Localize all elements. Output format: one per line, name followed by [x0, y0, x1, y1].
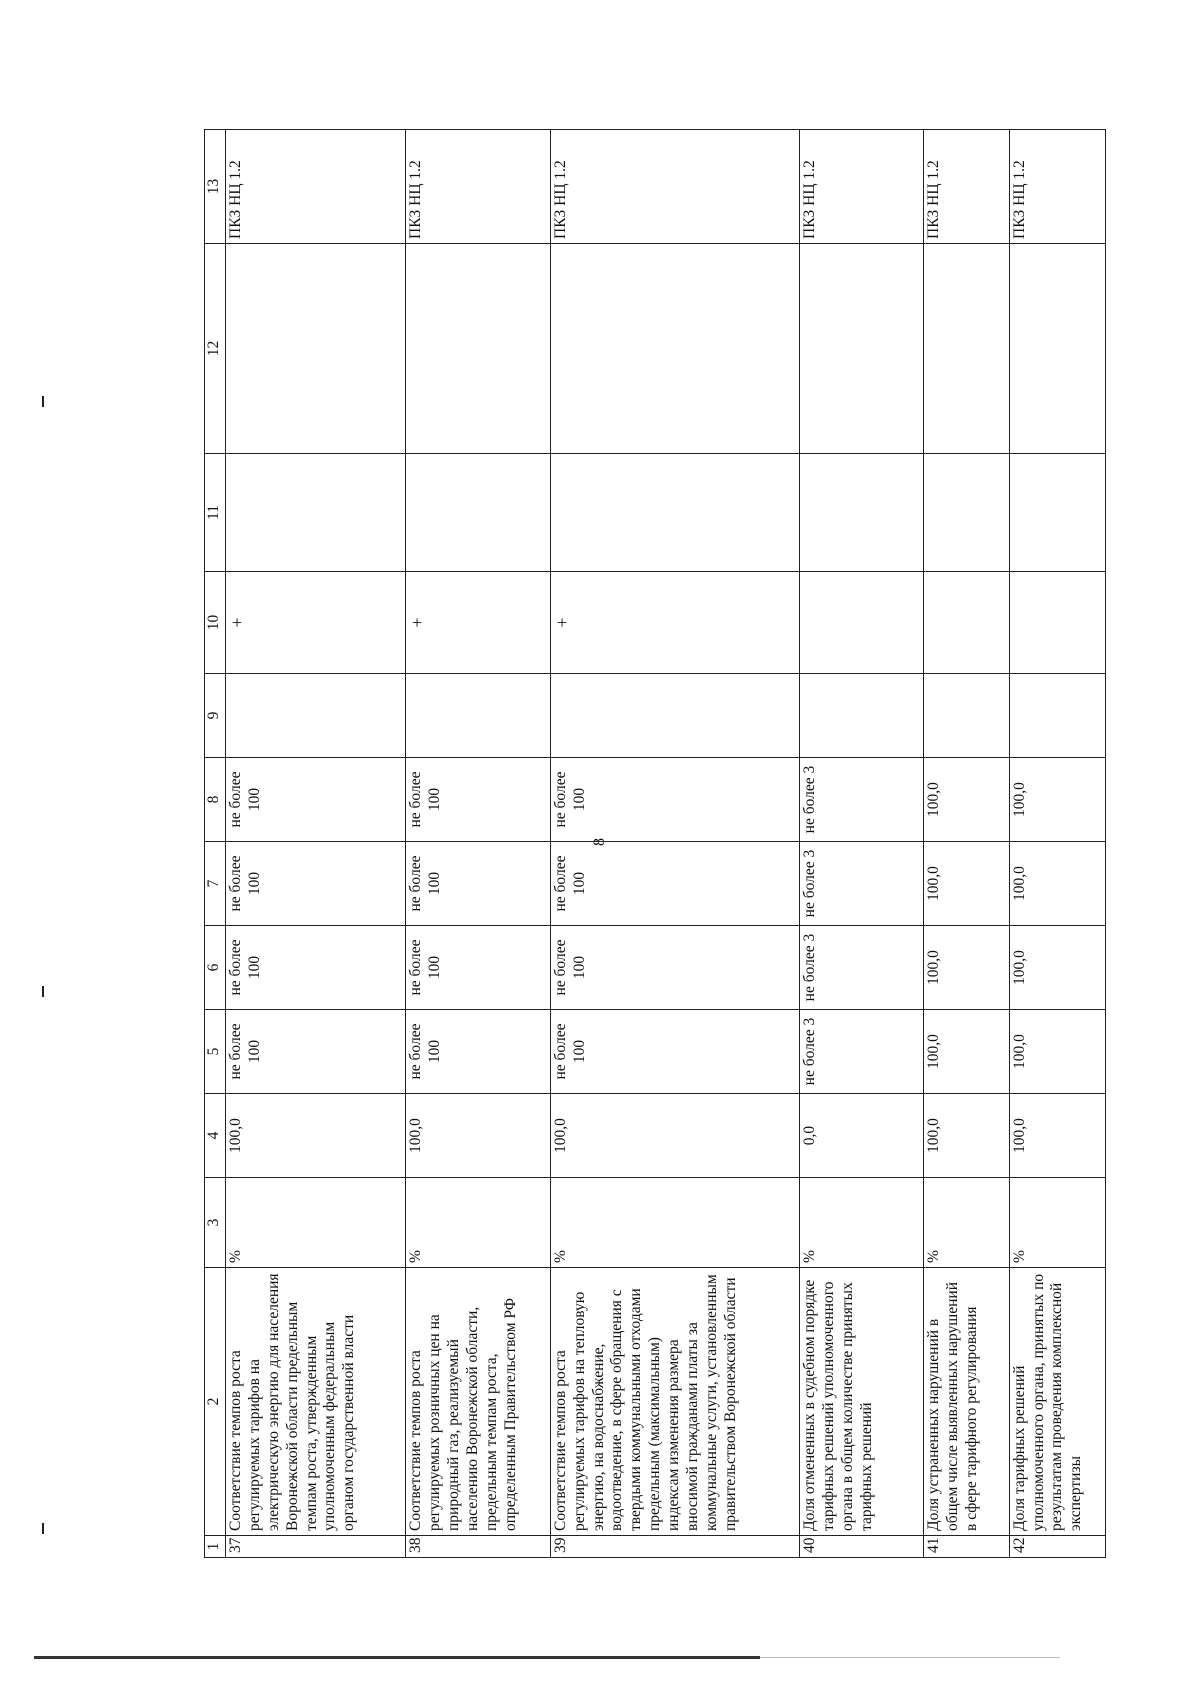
value-cell — [225, 244, 405, 454]
value-cell: не более 100 — [225, 758, 405, 842]
indicator-name: Доля устраненных нарушений в общем числе выявленных нарушений в сфере тарифного регулирования — [923, 1268, 1009, 1536]
value-cell: 100,0 — [923, 1010, 1009, 1094]
value-cell: не более 100 — [550, 758, 799, 842]
program-code-cell: ПКЗ НЦ 1.2 — [225, 130, 405, 244]
row-number: 42 — [1009, 1536, 1105, 1558]
value-cell — [1009, 674, 1105, 758]
column-number-cell: 1 — [205, 1536, 226, 1558]
plus-mark-cell: + — [225, 572, 405, 674]
indicators-table — [204, 129, 1106, 1558]
value-cell: 100,0 — [225, 1094, 405, 1178]
column-number-cell: 8 — [205, 758, 226, 842]
value-cell — [550, 244, 799, 454]
value-cell: 100,0 — [1009, 842, 1105, 926]
table-row — [550, 130, 799, 1558]
value-cell: не более 100 — [225, 842, 405, 926]
program-code-cell: ПКЗ НЦ 1.2 — [550, 130, 799, 244]
binding-tick-mark — [42, 986, 44, 997]
value-cell: 100,0 — [923, 758, 1009, 842]
scan-bottom-rule — [34, 1656, 760, 1659]
column-number-cell: 6 — [205, 926, 226, 1010]
page-number: 8 — [591, 838, 608, 846]
value-cell — [225, 454, 405, 572]
unit-cell: % — [550, 1178, 799, 1268]
program-code-cell: ПКЗ НЦ 1.2 — [406, 130, 551, 244]
indicator-name: Соответствие темпов роста регулируемых розничных цен на природный газ, реализуемый населению Воронежской области, предельным темпам роста, определенным Правительством РФ — [406, 1268, 551, 1536]
value-cell — [800, 244, 924, 454]
program-code-cell: ПКЗ НЦ 1.2 — [1009, 130, 1105, 244]
unit-cell: % — [923, 1178, 1009, 1268]
unit-cell: % — [406, 1178, 551, 1268]
column-number-cell: 7 — [205, 842, 226, 926]
value-cell — [406, 454, 551, 572]
column-number-cell: 2 — [205, 1268, 226, 1536]
value-cell: 100,0 — [1009, 1010, 1105, 1094]
unit-cell: % — [1009, 1178, 1105, 1268]
table-row — [406, 130, 551, 1558]
column-number-cell: 12 — [205, 244, 226, 454]
column-number-cell: 3 — [205, 1178, 226, 1268]
value-cell: 100,0 — [923, 1094, 1009, 1178]
column-number-cell: 5 — [205, 1010, 226, 1094]
value-cell — [406, 674, 551, 758]
value-cell — [550, 674, 799, 758]
column-number-cell: 4 — [205, 1094, 226, 1178]
indicator-name: Соответствие темпов роста регулируемых тарифов на тепловую энергию, на водоснабжение, водоотведение, в сфере обращения с твердыми коммунальными отходами предельным (максимальным) индексам изменения размера вносимой гражданами платы за коммунальные услуги, установленным правительством Воронежской области — [550, 1268, 799, 1536]
column-number-row — [205, 130, 226, 1558]
value-cell: не более 100 — [406, 1010, 551, 1094]
value-cell: 100,0 — [1009, 758, 1105, 842]
value-cell: не более 100 — [225, 1010, 405, 1094]
table-row — [225, 130, 405, 1558]
value-cell — [800, 454, 924, 572]
value-cell — [225, 674, 405, 758]
binding-tick-mark — [42, 396, 44, 407]
table-row — [800, 130, 924, 1558]
value-cell: 100,0 — [923, 926, 1009, 1010]
value-cell: не более 100 — [225, 926, 405, 1010]
row-number: 40 — [800, 1536, 924, 1558]
value-cell — [406, 244, 551, 454]
column-number-cell: 13 — [205, 130, 226, 244]
value-cell — [550, 454, 799, 572]
indicator-name: Доля тарифных решений уполномоченного органа, принятых по результатам проведения комплексной экспертизы — [1009, 1268, 1105, 1536]
indicator-name: Соответствие темпов роста регулируемых тарифов на электрическую энергию для населения Воронежской области предельным темпам роста, утвержденным уполномоченным федеральным органом государственной власти — [225, 1268, 405, 1536]
value-cell — [1009, 454, 1105, 572]
value-cell — [1009, 244, 1105, 454]
value-cell: не более 3 — [800, 842, 924, 926]
plus-mark-cell — [800, 572, 924, 674]
value-cell: 100,0 — [1009, 926, 1105, 1010]
unit-cell: % — [800, 1178, 924, 1268]
value-cell: 100,0 — [923, 842, 1009, 926]
value-cell — [923, 454, 1009, 572]
row-number: 38 — [406, 1536, 551, 1558]
value-cell: 100,0 — [550, 1094, 799, 1178]
column-number-cell: 9 — [205, 674, 226, 758]
plus-mark-cell: + — [550, 572, 799, 674]
row-number: 39 — [550, 1536, 799, 1558]
program-code-cell: ПКЗ НЦ 1.2 — [800, 130, 924, 244]
unit-cell: % — [225, 1178, 405, 1268]
value-cell: не более 100 — [406, 842, 551, 926]
value-cell: 0,0 — [800, 1094, 924, 1178]
column-number-cell: 11 — [205, 454, 226, 572]
plus-mark-cell — [1009, 572, 1105, 674]
value-cell: не более 3 — [800, 758, 924, 842]
scan-bottom-rule-faint — [760, 1657, 1060, 1658]
value-cell: 100,0 — [1009, 1094, 1105, 1178]
value-cell: 100,0 — [406, 1094, 551, 1178]
value-cell: не более 3 — [800, 1010, 924, 1094]
table-row — [923, 130, 1009, 1558]
value-cell: не более 3 — [800, 926, 924, 1010]
value-cell: не более 100 — [406, 926, 551, 1010]
value-cell — [923, 674, 1009, 758]
value-cell: не более 100 — [550, 926, 799, 1010]
value-cell: не более 100 — [406, 758, 551, 842]
table-row — [1009, 130, 1105, 1558]
row-number: 37 — [225, 1536, 405, 1558]
plus-mark-cell: + — [406, 572, 551, 674]
value-cell: не более 100 — [550, 842, 799, 926]
value-cell — [800, 674, 924, 758]
plus-mark-cell — [923, 572, 1009, 674]
program-code-cell: ПКЗ НЦ 1.2 — [923, 130, 1009, 244]
indicator-name: Доля отмененных в судебном порядке тарифных решений уполномоченного органа в общем количестве принятых тарифных решений — [800, 1268, 924, 1536]
value-cell — [923, 244, 1009, 454]
column-number-cell: 10 — [205, 572, 226, 674]
rotated-table-container — [204, 130, 1106, 1558]
binding-tick-mark — [42, 1523, 44, 1534]
row-number: 41 — [923, 1536, 1009, 1558]
value-cell: не более 100 — [550, 1010, 799, 1094]
